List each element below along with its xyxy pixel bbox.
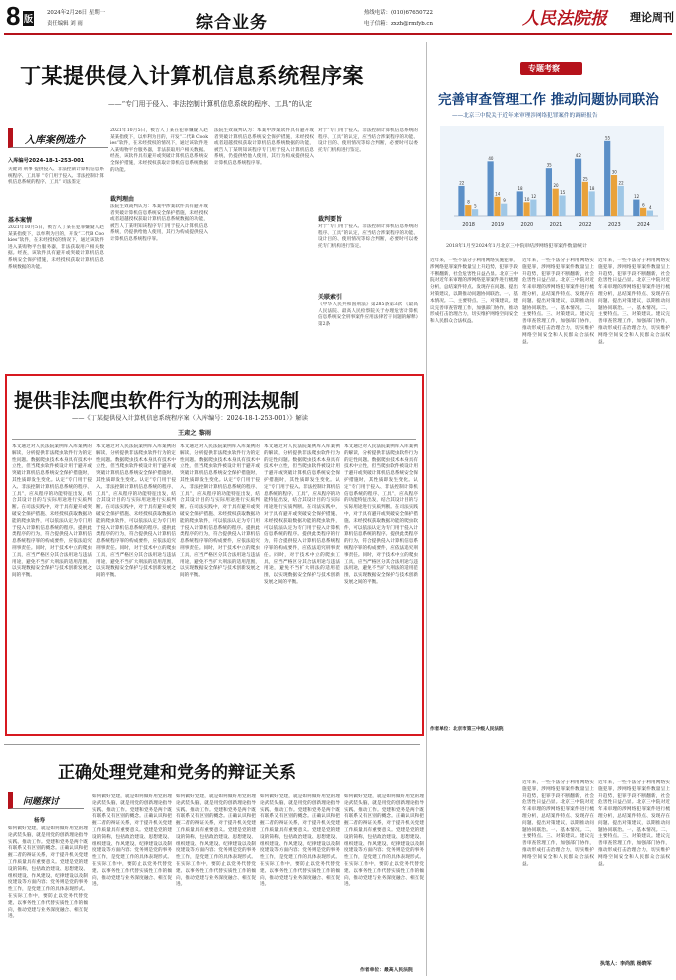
sidebar-chart-frame [440,126,664,230]
bar-2022-series-a [575,159,581,216]
bar-2020-series-c [530,200,536,216]
column-label-case [8,128,108,148]
gist-text-lead: 对于“专门用于侵入、非法控制计算机信息系统的程序、工具”的认定，应当结合涉案程序的功能、设计目的、使用情况等综合判断，必要时可以委托专门机构进行鉴定。 [318,128,418,153]
bar-value-label: 55 [604,135,611,141]
bar-2024-series-a [633,200,639,216]
bar-value-label: 4 [648,205,652,211]
weekly-label: 理论周刊 [630,11,674,24]
bar-2019-series-c [501,204,507,216]
page-number: 8 [6,1,21,31]
bar-2019-series-a [488,161,494,216]
article2-col-4: 本文通过对人民法院案例库入库案例的解读，分析提供非法爬虫软件行为的定性问题。数据爬虫技术本身具有技术中立性，但当爬虫软件被设计用于避开或突破计算机信息系统安全保护措施时，其性质即发生变化。认定“专门用于侵入、非法控制计算机信息系统的程序、工具”，应从程序的功能特征出发，结合其设计目的与实际用途进行实质判断。在司法实践中，对于具有避开或突破安全保护措施、未经授权获取数据功能的爬虫软件，可以依法认定为专门用于侵入计算机信息系统的程序。提供此类程序的行为，符合提供侵入计算机信息系统程序罪的构成要件，应依法追究刑事责任。同时，对于技术中立的爬虫工具，应当严格区分其合法用途与违法用途，避免不当扩大刑法的适用范围，以实现数据安全保护与技术创新发展之间的平衡。 [264,444,340,585]
bar-value-label: 20 [553,183,559,189]
article2-author: 王肃之 黎雨 [178,430,212,437]
article3-col-1: 如何做好党建，就是如何做好用党的理论武装头脑，就是用党的创新理论指导实践、推动工作。党建和党务是两个既有联系又有区别的概念。正确认识和把握二者的辩证关系，对于提升机关党建工作质量具有重要意义。党建是党的建设的简称，包括政治建设、思想建设、组织建设、作风建设、纪律建设以及制度建设等方面内容；党务则是党的事务性工作，是党建工作的具体表现形式。在实际工作中，要防止以党务代替党建、以事务性工作代替实质性工作的倾向，推动党建与业务深度融合、相互促进。 [8,826,88,920]
related-text: 《中华人民共和国刑法》第285条第3款 《最高人民法院、最高人民检察院关于办理危害计算机信息系统安全刑事案件应用法律若干问题的解释》第2条 [318,302,418,327]
article2-rule [12,439,416,440]
bar-chart [440,126,664,230]
sidebar-col-2: 近年来，一些不法分子利用网络实施犯罪，涉网络犯罪案件数量呈上升趋势，犯罪手段不断翻新，社会危害性日益凸显。北京三中院对近年来审理的涉网络犯罪案件进行梳理分析，总结案件特点、发现存在问题、提出对策建议，以期推动问题协同联治。一、基本情况。二、主要特点。三、对策建议。建议完善审查管理工作，加强部门协作，推动形成打击治理合力，切实维护网络空间安全和人民群众合法权益。 [598,258,670,345]
bar-2021-series-c [559,196,565,217]
article2-subtitle: ——《丁某提供侵入计算机信息系统程序案（入库编号：2024-18-1-253-001）》解读 [72,415,308,422]
bar-value-label: 40 [488,155,494,161]
basic-facts-text: 2021年10月5日，被告人丁某在犯罪嫌疑人赵某某指使下，以牟利为目的，开发“二代B Cookies”软件，在未经授权的情况下，通过该软件进入某购物平台服务器，非法获取用户相关数据。经查，该软件具有避开或突破计算机信息系统安全保护措施，未经授权获取计算机信息系统数据的功能。 [8,225,104,270]
bar-value-label: 12 [531,194,537,200]
bar-2023-series-b [611,175,617,216]
section-title: 综合业务 [196,13,268,33]
bar-value-label: 6 [642,202,645,208]
bar-2020-series-a [517,191,523,216]
bar-2018-series-c [472,209,478,216]
case-number: 入库编号2024-18-1-253-001 [8,158,85,164]
sidebar-col-3: 近年来，一些不法分子利用网络实施犯罪，涉网络犯罪案件数量呈上升趋势，犯罪手段不断翻新，社会危害性日益凸显。北京三中院对近年来审理的涉网络犯罪案件进行梳理分析，总结案件特点、发现存在问题、提出对策建议，以期推动问题协同联治。一、基本情况。二、主要特点。三、对策建议。建议完善审查管理工作，加强部门协作，推动形成打击治理合力，切实维护网络空间安全和人民群众合法权益。 [522,780,594,867]
column-divider [426,42,427,976]
case-column-text: 入库案例选介 [25,135,85,146]
article3-author-unit: 作者单位：最高人民法院 [360,967,413,973]
bar-value-label: 18 [517,185,523,191]
bar-2021-series-b [553,189,559,216]
bar-2023-series-a [604,141,610,216]
bar-value-label: 42 [575,153,581,159]
article3-col-4: 如何做好党建，就是如何做好用党的理论武装头脑，就是用党的创新理论指导实践、推动工作。党建和党务是两个既有联系又有区别的概念。正确认识和把握二者的辩证关系，对于提升机关党建工作质量具有重要意义。党建是党的建设的简称，包括政治建设、思想建设、组织建设、作风建设、纪律建设以及制度建设等方面内容；党务则是党的事务性工作，是党建工作的具体表现形式。在实际工作中，要防止以党务代替党建、以事务性工作代替实质性工作的倾向，推动党建与业务深度融合、相互促进。 [260,794,340,888]
bar-2022-series-b [582,182,588,216]
bar-value-label: 8 [467,199,470,205]
sidebar-title: 完善审查管理工作 推动问题协同联治 [438,92,659,108]
column-label-discussion [8,792,84,809]
article2-col-5: 本文通过对人民法院案例库入库案例的解读，分析提供非法爬虫软件行为的定性问题。数据爬虫技术本身具有技术中立性，但当爬虫软件被设计用于避开或突破计算机信息系统安全保护措施时，其性质即发生变化。认定“专门用于侵入、非法控制计算机信息系统的程序、工具”，应从程序的功能特征出发，结合其设计目的与实际用途进行实质判断。在司法实践中，对于具有避开或突破安全保护措施、未经授权获取数据功能的爬虫软件，可以依法认定为专门用于侵入计算机信息系统的程序。提供此类程序的行为，符合提供侵入计算机信息系统程序罪的构成要件，应依法追究刑事责任。同时，对于技术中立的爬虫工具，应当严格区分其合法用途与违法用途，避免不当扩大刑法的适用范围，以实现数据安全保护与技术创新发展之间的平衡。 [344,444,418,585]
x-tick-label: 2023 [607,222,621,228]
x-tick-label: 2024 [637,222,650,228]
bar-value-label: 18 [589,185,595,191]
hotline: 热线电话：(010)67650722 [364,10,433,16]
bar-2019-series-b [494,197,500,216]
bar-2021-series-a [546,168,552,216]
sidebar-col-1: 近年来，一些不法分子利用网络实施犯罪，涉网络犯罪案件数量呈上升趋势，犯罪手段不断翻新，社会危害性日益凸显。北京三中院对近年来审理的涉网络犯罪案件进行梳理分析，总结案件特点、发现存在问题、提出对策建议，以期推动问题协同联治。一、基本情况。二、主要特点。三、对策建议。建议完善审查管理工作，加强部门协作，推动形成打击治理合力，切实维护网络空间安全和人民群众合法权益。 [522,258,594,345]
page-unit: 版 [23,11,34,26]
page-editor: 责任编辑 刘 雨 [47,21,83,27]
bar-value-label: 10 [524,196,530,202]
related-heading: 关联索引 [318,294,343,301]
bar-2020-series-b [523,202,529,216]
bar-value-label: 35 [546,162,552,168]
bar-2024-series-b [640,208,646,216]
bar-value-label: 22 [618,180,624,186]
sidebar-author-unit: 作者单位：北京市第三中级人民法院 [430,727,504,732]
x-tick-label: 2019 [491,222,505,228]
article3-author: 杨寿 [34,818,46,824]
bar-2018-series-a [458,186,464,216]
bar-value-label: 22 [459,180,465,186]
article2-col-1: 本文通过对人民法院案例库入库案例的解读，分析提供非法爬虫软件行为的定性问题。数据爬虫技术本身具有技术中立性，但当爬虫软件被设计用于避开或突破计算机信息系统安全保护措施时，其性质即发生变化。认定“专门用于侵入、非法控制计算机信息系统的程序、工具”，应从程序的功能特征出发，结合其设计目的与实际用途进行实质判断。在司法实践中，对于具有避开或突破安全保护措施、未经授权获取数据功能的爬虫软件，可以依法认定为专门用于侵入计算机信息系统的程序。提供此类程序的行为，符合提供侵入计算机信息系统程序罪的构成要件，应依法追究刑事责任。同时，对于技术中立的爬虫工具，应当严格区分其合法用途与违法用途，避免不当扩大刑法的适用范围，以实现数据安全保护与技术创新发展之间的平衡。 [12,444,92,579]
x-tick-label: 2021 [549,222,563,228]
article3-col-3: 如何做好党建，就是如何做好用党的理论武装头脑，就是用党的创新理论指导实践、推动工作。党建和党务是两个既有联系又有区别的概念。正确认识和把握二者的辩证关系，对于提升机关党建工作质量具有重要意义。党建是党的建设的简称，包括政治建设、思想建设、组织建设、作风建设、纪律建设以及制度建设等方面内容；党务则是党的事务性工作，是党建工作的具体表现形式。在实际工作中，要防止以党务代替党建、以事务性工作代替实质性工作的倾向，推动党建与业务深度融合、相互促进。 [176,794,256,888]
article1-title: 丁某提供侵入计算机信息系统程序案 [20,63,364,88]
reasoning-text: 法院生效裁判认为：本案中涉案软件具有避开或者突破计算机信息系统安全保护措施，未经授权或者超越授权获取计算机信息系统数据的功能，被告人丁某明知该程序专门用于侵入计算机信息系统，仍提供给他人使用，其行为构成提供侵入计算机信息系统程序罪。 [110,204,208,242]
bar-2022-series-c [589,191,595,216]
facts-continued: 2021年10月5日，被告人丁某在犯罪嫌疑人赵某某指使下，以牟利为目的，开发“二代B Cookies”软件，在未经授权的情况下，通过该软件进入某购物平台服务器，非法获取用户相关数据。经查，该软件具有避开或突破计算机信息系统安全保护措施，未经授权获取计算机信息系统数据的功能。 [110,128,208,173]
article3-top-rule [4,744,420,745]
bar-2024-series-c [647,211,653,216]
sidebar-credit: 执笔人：李尚凯 杨晓军 [600,961,652,967]
article3-col-5: 如何做好党建，就是如何做好用党的理论武装头脑，就是用党的创新理论指导实践、推动工作。党建和党务是两个既有联系又有区别的概念。正确认识和把握二者的辩证关系，对于提升机关党建工作质量具有重要意义。党建是党的建设的简称，包括政治建设、思想建设、组织建设、作风建设、纪律建设以及制度建设等方面内容；党务则是党的事务性工作，是党建工作的具体表现形式。在实际工作中，要防止以党务代替党建、以事务性工作代替实质性工作的倾向，推动党建与业务深度融合、相互促进。 [344,794,424,888]
x-tick-label: 2018 [462,222,475,228]
bar-value-label: 14 [495,191,501,197]
reasoning-heading: 裁判理由 [110,196,135,203]
case-keywords: 关键词 刑事 提供侵入、非法控制计算机信息系统程序、工具罪 “专门用于侵入、非法控制计算机信息系统的程序、工具” 司法鉴定 [8,167,104,186]
masthead [0,0,676,40]
bar-value-label: 12 [634,194,640,200]
x-tick-label: 2020 [520,222,534,228]
bar-value-label: 15 [560,190,566,195]
article2-col-3: 本文通过对人民法院案例库入库案例的解读，分析提供非法爬虫软件行为的定性问题。数据爬虫技术本身具有技术中立性，但当爬虫软件被设计用于避开或突破计算机信息系统安全保护措施时，其性质即发生变化。认定“专门用于侵入、非法控制计算机信息系统的程序、工具”，应从程序的功能特征出发，结合其设计目的与实际用途进行实质判断。在司法实践中，对于具有避开或突破安全保护措施、未经授权获取数据功能的爬虫软件，可以依法认定为专门用于侵入计算机信息系统的程序。提供此类程序的行为，符合提供侵入计算机信息系统程序罪的构成要件，应依法追究刑事责任。同时，对于技术中立的爬虫工具，应当严格区分其合法用途与违法用途，避免不当扩大刑法的适用范围，以实现数据安全保护与技术创新发展之间的平衡。 [180,444,260,579]
issue-date: 2024年2月26日 星期一 [47,10,106,16]
discussion-column-text: 问题探讨 [23,797,60,807]
x-tick-label: 2022 [578,222,592,228]
bar-2023-series-c [618,186,624,216]
bar-value-label: 30 [611,169,617,175]
sidebar-subtitle: ——北京三中院关于近年来审理涉网络犯罪案件的调研报告 [452,113,598,119]
article2-title: 提供非法爬虫软件行为的刑法规制 [14,390,300,412]
sidebar-tag-text: 专题考察 [528,64,560,73]
chart-caption: 2018年1月至2024年1月北京三中院审结涉网络犯罪案件数量统计 [446,244,587,249]
article2-col-2: 本文通过对人民法院案例库入库案例的解读，分析提供非法爬虫软件行为的定性问题。数据爬虫技术本身具有技术中立性，但当爬虫软件被设计用于避开或突破计算机信息系统安全保护措施时，其性质即发生变化。认定“专门用于侵入、非法控制计算机信息系统的程序、工具”，应从程序的功能特征出发，结合其设计目的与实际用途进行实质判断。在司法实践中，对于具有避开或突破安全保护措施、未经授权获取数据功能的爬虫软件，可以依法认定为专门用于侵入计算机信息系统的程序。提供此类程序的行为，符合提供侵入计算机信息系统程序罪的构成要件，应依法追究刑事责任。同时，对于技术中立的爬虫工具，应当严格区分其合法用途与违法用途，避免不当扩大刑法的适用范围，以实现数据安全保护与技术创新发展之间的平衡。 [96,444,176,579]
article3-col-2: 如何做好党建，就是如何做好用党的理论武装头脑，就是用党的创新理论指导实践、推动工作。党建和党务是两个既有联系又有区别的概念。正确认识和把握二者的辩证关系，对于提升机关党建工作质量具有重要意义。党建是党的建设的简称，包括政治建设、思想建设、组织建设、作风建设、纪律建设以及制度建设等方面内容；党务则是党的事务性工作，是党建工作的具体表现形式。在实际工作中，要防止以党务代替党建、以事务性工作代替实质性工作的倾向，推动党建与业务深度融合、相互促进。 [92,794,172,888]
paper-name-logo: 人民法院报 [522,9,607,29]
masthead-rule [4,33,672,35]
reasoning-continued: 法院生效裁判认为：本案中涉案软件具有避开或者突破计算机信息系统安全保护措施，未经授权或者超越授权获取计算机信息系统数据的功能，被告人丁某明知该程序专门用于侵入计算机信息系统，仍提供给他人使用，其行为构成提供侵入计算机信息系统程序罪。 [214,128,314,166]
page-number-badge [6,1,46,31]
bar-value-label: 9 [503,198,506,204]
sidebar-lead-col: 近年来，一些不法分子利用网络实施犯罪，涉网络犯罪案件数量呈上升趋势，犯罪手段不断翻新，社会危害性日益凸显。北京三中院对近年来审理的涉网络犯罪案件进行梳理分析，总结案件特点、发现存在问题、提出对策建议，以期推动问题协同联治。一、基本情况。二、主要特点。三、对策建议。建议完善审查管理工作，加强部门协作，推动形成打击治理合力，切实维护网络空间安全和人民群众合法权益。 [430,258,518,325]
sidebar-col-4: 近年来，一些不法分子利用网络实施犯罪，涉网络犯罪案件数量呈上升趋势，犯罪手段不断翻新，社会危害性日益凸显。北京三中院对近年来审理的涉网络犯罪案件进行梳理分析，总结案件特点、发现存在问题、提出对策建议，以期推动问题协同联治。一、基本情况。二、主要特点。三、对策建议。建议完善审查管理工作，加强部门协作，推动形成打击治理合力，切实维护网络空间安全和人民群众合法权益。 [598,780,670,867]
gist-heading: 裁判要旨 [318,216,343,223]
gist-text: 对于“专门用于侵入、非法控制计算机信息系统的程序、工具”的认定，应当结合涉案程序的功能、设计目的、使用情况等综合判断，必要时可以委托专门机构进行鉴定。 [318,224,418,249]
bar-value-label: 5 [474,203,477,209]
sidebar-column-tag [520,62,582,75]
bar-value-label: 25 [582,176,588,182]
basic-facts-heading: 基本案情 [8,217,33,224]
article3-title: 正确处理党建和党务的辩证关系 [58,763,296,783]
article1-subtitle: ——“专门用于侵入、非法控制计算机信息系统的程序、工具”的认定 [108,100,313,108]
email: 电子信箱：zxzh@rmfyb.cn [364,21,433,27]
bar-2018-series-b [465,205,471,216]
